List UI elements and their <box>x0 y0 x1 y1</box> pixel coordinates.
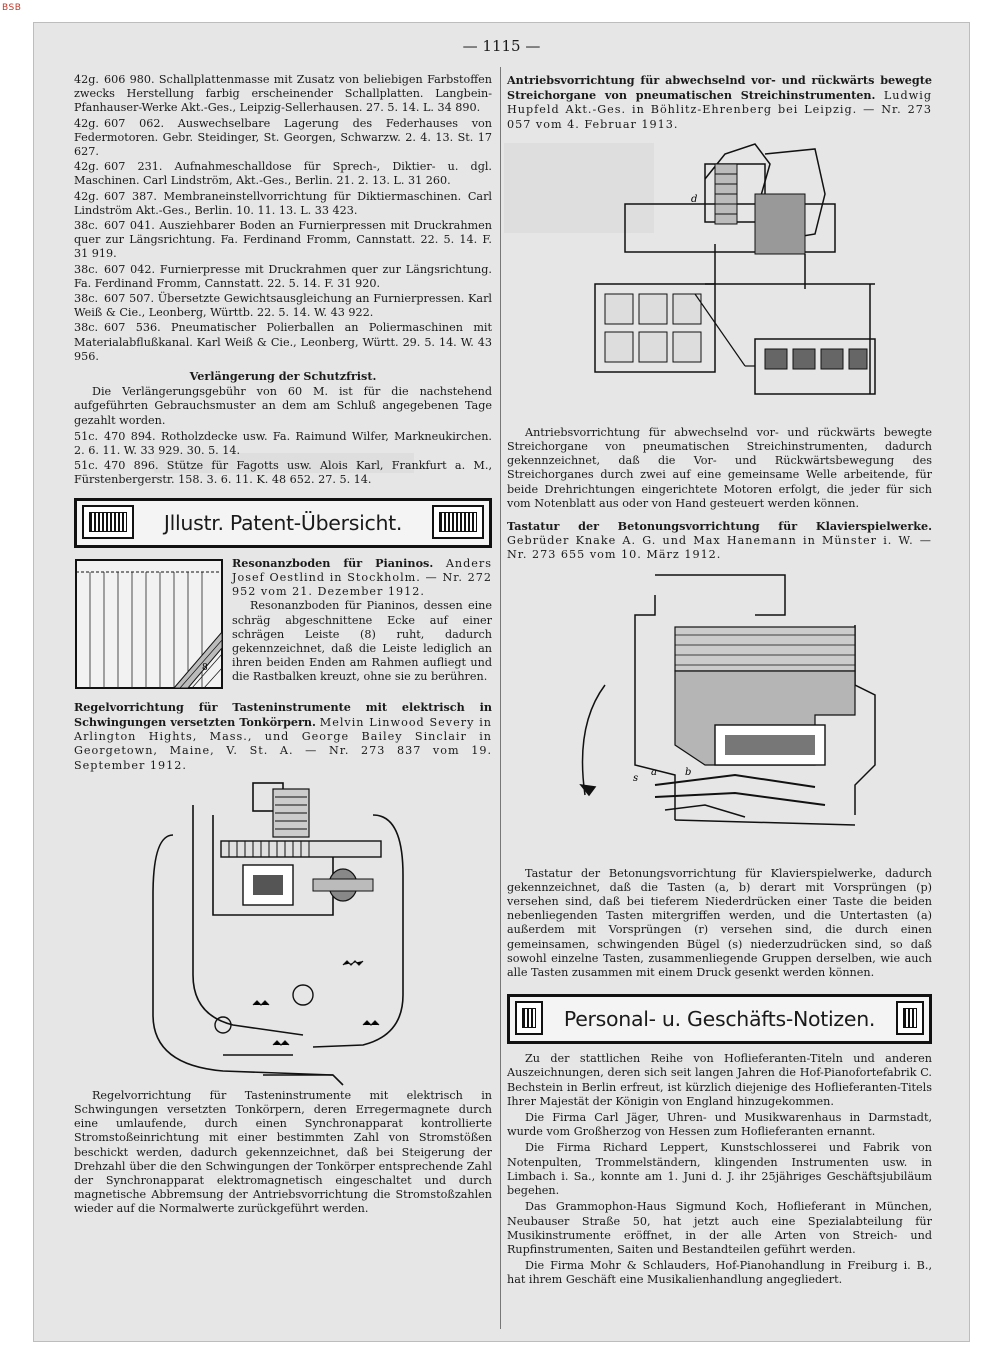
patent-overview-banner <box>74 498 492 548</box>
tastatur-article <box>507 519 932 563</box>
corner-tag: BSB <box>2 3 22 13</box>
extension-intro: Die Verlängerungsgebühr von 60 M. ist für die nachstehend aufgeführten Gebrauchsmuster an dem am Schluß angegebenen Tage gezahlt worden. <box>74 385 492 427</box>
page-sheet <box>33 22 970 1342</box>
note-paragraph: Die Firma Mohr & Schlauders, Hof-Pianohandlung in Freiburg i. B., hat ihrem Geschäft eine Musikalienhandlung angegliedert. <box>507 1259 932 1287</box>
list-item: 51c. 470 896. Stütze für Fagotts usw. Alois Karl, Frankfurt a. M., Fürstenbergerstr. 158. 3. 6. 11. K. 48 652. 27. 5. 14. <box>74 459 492 487</box>
page-number: — 1115 — <box>462 37 541 55</box>
list-item: 51c. 470 894. Rotholzdecke usw. Fa. Raimund Wilfer, Markneukirchen. 2. 6. 11. W. 33 929. 30. 5. 14. <box>74 429 492 458</box>
figure-label: s <box>632 772 638 784</box>
antrieb-title: Antriebsvorrichtung für abwechselnd vor- und rückwärts bewegte Streichorgane von pneumatischen Streichinstrumenten. <box>507 73 932 103</box>
list-item: 42g. 607 062. Auswechselbare Lagerung des Federhauses von Federmotoren. Gebr. Steidinger, St. Georgen, Schwarzw. 2. 4. 13. St. 17 627. <box>74 116 492 159</box>
resonance-board-figure <box>74 558 224 690</box>
note-paragraph: Das Grammophon-Haus Sigmund Koch, Hoflieferant in München, Neubauser Straße 50, hat jetzt auch eine Spezialabteilung für Musikinstrumente eröffnet, in der alle Arten von Streich- und Rupfinstrumenten, Saiten und Bestandteilen geführt werden. <box>507 1200 932 1256</box>
antrieb-figure <box>555 134 885 424</box>
regel-caption: Regelvorrichtung für Tasteninstrumente mit elektrisch in Schwingungen versetzten Tonkörpern, deren Erregermagnete durch eine umlaufende, durch einen Synchronapparat kontrollierte Stromstoßeinrichtung mit einer bestimmten Zahl von Stromstößen beschickt werden, dadurch gekennzeichnet, daß bei Steigerung der Drehzahl über die den Schwingungen der Tonkörper entsprechende Zahl der Synchronapparat elektromagnetisch eingeschaltet und durch magnetische Abbremsung der Antriebsvorrichtung die Stromstoßzahlen wieder auf die Normalwerte zurückgeführt werden. <box>74 1088 492 1216</box>
ornament-icon <box>896 1001 924 1035</box>
extension-heading: Verlängerung der Schutzfrist. <box>189 369 377 384</box>
figure-label: a <box>650 766 657 778</box>
resonance-desc: Resonanzboden für Pianinos, dessen eine schräg abgeschnittene Ecke auf einer schrägen Leiste (8) ruht, dadurch gekennzeichnet, daß die Leiste lediglich an ihren beiden Enden am Rahmen aufliegt und die Rastbalken kreuzt, ohne sie zu berühren. <box>232 599 492 684</box>
tastatur-figure <box>555 565 885 865</box>
figure-label: d <box>690 193 697 205</box>
ornament-icon <box>515 1001 543 1035</box>
regel-figure <box>133 775 433 1087</box>
banner-title: Personal- u. Geschäfts-Notizen. <box>563 1007 876 1032</box>
antrieb-ref: Ludwig Hupfeld Akt.-Ges. in Böhlitz-Ehrenberg bei Leipzig. — Nr. 273 057 vom 4. Februar 1913. <box>507 89 932 131</box>
list-item: 42g. 607 231. Aufnahmeschalldose für Sprech-, Diktier- u. dgl. Maschinen. Carl Lindström, Akt.-Ges., Berlin. 21. 2. 13. L. 31 260. <box>74 160 492 188</box>
note-paragraph: Die Firma Carl Jäger, Uhren- und Musikwarenhaus in Darmstadt, wurde vom Großherzog von Hessen zum Hoflieferanten ernannt. <box>507 1111 932 1139</box>
personal-notes-banner <box>507 994 932 1044</box>
note-paragraph: Die Firma Richard Leppert, Kunstschlosserei und Fabrik von Notenpulten, Trommelständern, klingenden Instrumenten usw. in Limbach i. Sa., konnte am 1. Juni d. J. ihr 25jähriges Geschäftsjubiläum begehen. <box>507 1141 932 1198</box>
list-item: 38c. 607 536. Pneumatischer Polierballen an Poliermaschinen mit Materialabflußkanal. Karl Weiß & Cie., Leonberg, Württ. 29. 5. 14. W. 43 956. <box>74 321 492 363</box>
antrieb-article <box>507 73 932 132</box>
resonance-title: Resonanzboden für Pianinos. <box>232 555 434 570</box>
column-divider <box>500 67 501 1329</box>
tastatur-ref: Gebrüder Knake A. G. und Max Hanemann in Münster i. W. — Nr. 273 655 vom 10. März 1912. <box>507 534 932 562</box>
list-item: 42g. 607 387. Membraneinstellvorrichtung für Diktiermaschinen. Carl Lindström Akt.-Ges., Berlin. 10. 11. 13. L. 33 423. <box>74 189 492 217</box>
figure-label: b <box>684 766 691 778</box>
note-paragraph: Zu der stattlichen Reihe von Hoflieferanten-Titeln und anderen Auszeichnungen, deren sich seit langen Jahren die Hof-Pianofortefabrik C. Bechstein in Berlin erfreut, ist kürzlich diejenige des Hoflieferanten-Titels Ihrer Majestät der Königin von England hinzugekommen. <box>507 1052 932 1108</box>
antrieb-caption: Antriebsvorrichtung für abwechselnd vor- und rückwärts bewegte Streichorgane von pneumatischen Streichinstrumenten, dadurch gekennzeichnet, daß die Vor- und Rückwärtsbewegung des Streichorganes durch zwei auf eine gemeinsame Welle arbeitende, für beide Drehrichtungen eingerichtete Motoren erfolgt, die jeder für sich vom Notenblatt aus oder von Hand gesteuert werden können. <box>507 425 932 510</box>
ornament-icon <box>82 505 134 539</box>
regel-article <box>74 700 492 773</box>
right-column <box>507 73 932 1290</box>
resonance-article <box>74 556 492 692</box>
ornament-icon <box>432 505 484 539</box>
banner-title: Jllustr. Patent-Übersicht. <box>163 510 403 535</box>
list-item: 38c. 607 042. Furnierpresse mit Druckrahmen quer zur Längsrichtung. Fa. Ferdinand Fromm, Cannstatt. 22. 5. 14. F. 31 920. <box>74 262 492 290</box>
tastatur-caption: Tastatur der Betonungsvorrichtung für Klavierspielwerke, dadurch gekennzeichnet, daß die Tasten (a, b) derart mit Vorsprüngen (p) versehen sind, daß bei tieferem Niederdrücken einer Taste die beiden nebenliegenden Tasten mitergriffen werden, und die Untertasten (a) außerdem mit Vorsprüngen (r) versehen sind, die durch einen gemeinsamen, schwingenden Bügel (s) niederzudrücken sind, so daß sowohl einzelne Tasten, zusammenliegende Gruppen derselben, wie auch alle Tasten zusammen mit einem Druck gesenkt werden können. <box>507 866 932 980</box>
regel-ref: Melvin Linwood Severy in Arlington Hights, Mass., und George Bailey Sinclair in Georgetown, Maine, V. St. A. — Nr. 273 837 vom 19. September 1912. <box>74 715 492 772</box>
figure-label: 8 <box>202 662 208 673</box>
list-item: 38c. 607 507. Übersetzte Gewichtsausgleichung an Furnierpressen. Karl Weiß & Cie., Leonberg, Württb. 22. 5. 14. W. 43 922. <box>74 292 492 320</box>
list-item: 38c. 607 041. Ausziehbarer Boden an Furnierpressen mit Druckrahmen quer zur Längsrichtung. Fa. Ferdinand Fromm, Cannstatt. 22. 5. 14. F. 31 919. <box>74 219 492 261</box>
tastatur-title: Tastatur der Betonungsvorrichtung für Klavierspielwerke. <box>507 519 932 534</box>
list-item: 42g. 606 980. Schallplattenmasse mit Zusatz von beliebigen Farbstoffen zwecks Herstellung farbig erscheinender Schallplatten. Langbein-Pfanhauser-Werke Akt.-Ges., Leipzig-Sellerhausen. 27. 5. 14. L. 34 890. <box>74 73 492 115</box>
left-column <box>74 73 492 1217</box>
regel-title: Regelvorrichtung für Tasteninstrumente mit elektrisch in Schwingungen versetzten Tonkörpern. <box>74 699 492 729</box>
resonance-ref: Anders Josef Oestlind in Stockholm. — Nr. 272 952 vom 21. Dezember 1912. <box>232 556 492 599</box>
